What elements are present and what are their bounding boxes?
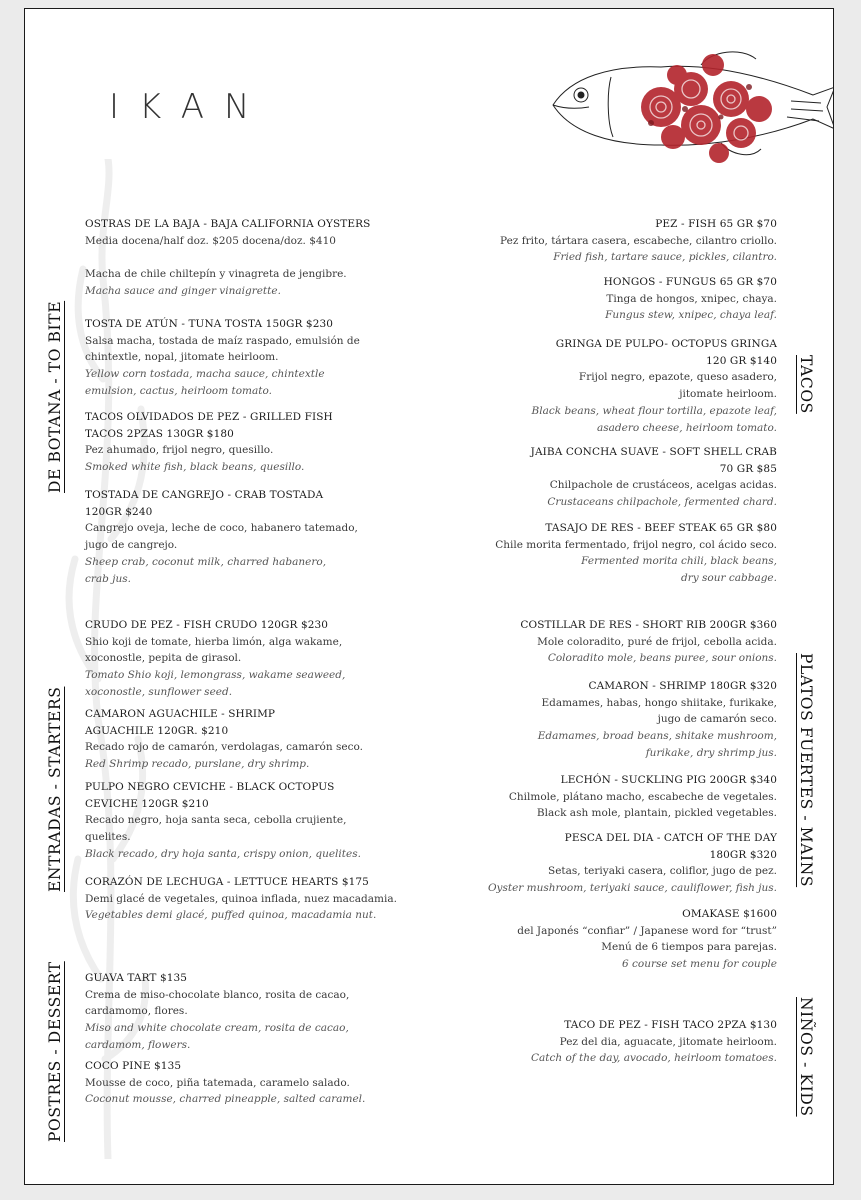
dish-description: Demi glacé de vegetales, quinoa inflada, nuez macadamia. <box>85 892 397 905</box>
dish-english-description: dry sour cabbage. <box>681 572 777 585</box>
dish-english-description: 6 course set menu for couple <box>622 958 777 971</box>
menu-item <box>85 779 361 863</box>
dish-english-description: xoconostle, sunflower seed. <box>85 685 233 698</box>
menu-item <box>85 487 358 587</box>
dish-title: LECHÓN - SUCKLING PIG 200GR $340 <box>560 774 777 786</box>
dish-title: COCO PINE $135 <box>85 1060 182 1072</box>
dish-description: xoconostle, pepita de girasol. <box>85 652 242 665</box>
dish-title: 120 GR $140 <box>706 354 777 367</box>
dish-title: GUAVA TART $135 <box>85 972 188 984</box>
dish-title: TACOS OLVIDADOS DE PEZ - GRILLED FISH <box>85 411 333 423</box>
dish-english-description: Tomato Shio koji, lemongrass, wakame seaweed, <box>85 669 346 682</box>
dish-description: Setas, teriyaki casera, coliflor, jugo de pez. <box>548 865 777 878</box>
dish-english-description: furikake, dry shrimp jus. <box>645 746 777 759</box>
dish-english-description: Yellow corn tostada, macha sauce, chintextle <box>85 368 325 381</box>
dish-title: JAIBA CONCHA SUAVE - SOFT SHELL CRAB <box>530 446 777 458</box>
dish-description: Chilpachole de crustáceos, acelgas acidas. <box>549 479 777 492</box>
dish-description: Macha de chile chiltepín y vinagreta de jengibre. <box>85 268 347 281</box>
menu-item <box>85 1058 365 1108</box>
dish-english-description: Black recado, dry hoja santa, crispy onion, quelites. <box>85 847 361 860</box>
menu-item <box>509 772 777 822</box>
menu-item <box>85 617 345 701</box>
dish-english-description: cardamom, flowers. <box>85 1038 191 1051</box>
dish-english-description: Oyster mushroom, teriyaki sauce, cauliflower, fish jus. <box>487 882 777 895</box>
menu-item <box>488 830 777 897</box>
dish-description: Chilmole, plátano macho, escabeche de vegetales. <box>508 790 777 803</box>
dish-description: Pez ahumado, frijol negro, quesillo. <box>85 444 274 457</box>
dish-description: Crema de miso-chocolate blanco, rosita de cacao, <box>85 988 350 1001</box>
menu-item <box>85 706 363 773</box>
section-title-platos: PLATOS FUERTES - MAINS <box>797 653 815 888</box>
section-title-ninos: NIÑOS - KIDS <box>797 997 815 1117</box>
dish-english-description: Coloradito mole, beans puree, sour onions. <box>547 652 777 665</box>
dish-english-description: Smoked white fish, black beans, quesillo. <box>85 461 305 474</box>
dish-description: Shio koji de tomate, hierba limón, alga wakame, <box>85 635 343 648</box>
dish-title: 70 GR $85 <box>719 462 777 475</box>
dish-description: Black ash mole, plantain, pickled vegetables. <box>536 807 777 820</box>
dish-description: chintextle, nopal, jitomate heirloom. <box>85 351 279 364</box>
dish-title: TACOS 2PZAS 130GR $180 <box>85 427 234 440</box>
dish-title: OSTRAS DE LA BAJA - BAJA CALIFORNIA OYSTERS <box>85 218 371 230</box>
dish-title: CRUDO DE PEZ - FISH CRUDO 120GR $230 <box>85 619 329 631</box>
section-title-tacos: TACOS <box>797 355 815 414</box>
section-title-botana: DE BOTANA - TO BITE <box>46 300 64 493</box>
menu-item <box>85 409 333 476</box>
menu-item <box>85 316 360 400</box>
menu-item <box>85 874 397 924</box>
dish-english-description: Crustaceans chilpachole, fermented chard. <box>547 496 777 509</box>
dish-description: Pez del dia, aguacate, jitomate heirloom. <box>559 1035 777 1048</box>
dish-title: TOSTADA DE CANGREJO - CRAB TOSTADA <box>85 489 324 501</box>
dish-title: CAMARON AGUACHILE - SHRIMP <box>85 708 276 720</box>
dish-english-description: Fungus stew, xnipec, chaya leaf. <box>605 309 777 322</box>
menu-item <box>538 678 777 762</box>
dish-description: Mole coloradito, puré de frijol, cebolla acida. <box>537 635 777 648</box>
dish-english-description: Sheep crab, coconut milk, charred habanero, <box>85 555 327 568</box>
dish-english-description: Catch of the day, avocado, heirloom tomatoes. <box>530 1052 777 1065</box>
dish-title: PESCA DEL DIA - CATCH OF THE DAY <box>564 832 777 844</box>
dish-title: CEVICHE 120GR $210 <box>85 797 209 810</box>
menu-item <box>531 444 777 511</box>
dish-title: TACO DE PEZ - FISH TACO 2PZA $130 <box>564 1019 777 1031</box>
dish-english-description: Edamames, broad beans, shitake mushroom, <box>537 730 777 743</box>
dish-description: del Japonés “confiar” / Japanese word for “trust” <box>517 924 777 937</box>
dish-title: TOSTA DE ATÚN - TUNA TOSTA 150GR $230 <box>85 318 334 330</box>
dish-english-description: Coconut mousse, charred pineapple, salted caramel. <box>85 1093 366 1106</box>
dish-description: Recado rojo de camarón, verdolagas, camarón seco. <box>85 741 363 754</box>
dish-description: Mousse de coco, piña tatemada, caramelo salado. <box>85 1076 350 1089</box>
dish-title: TASAJO DE RES - BEEF STEAK 65 GR $80 <box>545 522 777 534</box>
dish-description: Tinga de hongos, xnipec, chaya. <box>606 292 777 305</box>
dish-description: Menú de 6 tiempos para parejas. <box>601 941 777 954</box>
dish-title: OMAKASE $1600 <box>682 908 777 920</box>
dish-title: PEZ - FISH 65 GR $70 <box>655 218 777 230</box>
dish-description: cardamomo, flores. <box>85 1005 188 1018</box>
menu-item <box>604 274 777 324</box>
dish-title: CORAZÓN DE LECHUGA - LETTUCE HEARTS $175 <box>85 876 369 888</box>
dish-english-description: Fried fish, tartare sauce, pickles, cilantro. <box>553 251 777 264</box>
dish-description: Media docena/half doz. $205 docena/doz. $410 <box>85 234 336 247</box>
dish-description: Cangrejo oveja, leche de coco, habanero tatemado, <box>85 522 358 535</box>
dish-description: Frijol negro, epazote, queso asadero, <box>578 371 777 384</box>
dish-description: Chile morita fermentado, frijol negro, col ácido seco. <box>495 538 777 551</box>
dish-description: jugo de camarón seco. <box>657 713 777 726</box>
menu-item <box>495 520 777 587</box>
dish-english-description: crab jus. <box>85 572 131 585</box>
dish-english-description: emulsion, cactus, heirloom tomato. <box>85 384 272 397</box>
section-title-entradas: ENTRADAS - STARTERS <box>46 686 64 892</box>
dish-description: Salsa macha, tostada de maíz raspado, emulsión de <box>85 334 360 347</box>
menu-item <box>500 216 777 266</box>
dish-title: 120GR $240 <box>85 505 153 518</box>
menu-item <box>85 216 370 300</box>
menu-item <box>532 336 777 436</box>
dish-english-description: asadero cheese, heirloom tomato. <box>597 421 777 434</box>
dish-description: jugo de cangrejo. <box>85 539 178 552</box>
dish-english-description: Macha sauce and ginger vinaigrette. <box>85 284 281 297</box>
dish-description: Edamames, habas, hongo shiitake, furikake, <box>541 696 777 709</box>
dish-title: GRINGA DE PULPO- OCTOPUS GRINGA <box>555 338 777 350</box>
menu-item <box>531 1017 777 1067</box>
dish-description: jitomate heirloom. <box>679 388 777 401</box>
dish-english-description: Red Shrimp recado, purslane, dry shrimp. <box>85 758 310 771</box>
dish-description: quelites. <box>85 831 131 844</box>
dish-title: HONGOS - FUNGUS 65 GR $70 <box>603 276 777 288</box>
dish-english-description: Black beans, wheat flour tortilla, epazote leaf, <box>531 404 777 417</box>
menu-item <box>520 617 777 667</box>
dish-description: Recado negro, hoja santa seca, cebolla crujiente, <box>85 814 347 827</box>
fish-illustration <box>551 37 834 172</box>
menu-page <box>24 8 834 1185</box>
dish-english-description: Vegetables demi glacé, puffed quinoa, macadamia nut. <box>85 909 377 922</box>
dish-title: AGUACHILE 120GR. $210 <box>85 724 229 737</box>
menu-item <box>517 906 777 973</box>
dish-title: PULPO NEGRO CEVICHE - BLACK OCTOPUS <box>85 781 335 793</box>
dish-description: Pez frito, tártara casera, escabeche, cilantro criollo. <box>500 234 777 247</box>
brand-logo: IKAN <box>109 87 270 127</box>
dish-title: CAMARON - SHRIMP 180GR $320 <box>588 680 777 692</box>
menu-item <box>85 970 349 1054</box>
section-title-postres: POSTRES - DESSERT <box>46 961 64 1142</box>
dish-title: 180GR $320 <box>709 848 777 861</box>
dish-english-description: Fermented morita chili, black beans, <box>581 555 777 568</box>
spacer <box>85 249 370 266</box>
dish-english-description: Miso and white chocolate cream, rosita de cacao, <box>85 1022 349 1035</box>
dish-title: COSTILLAR DE RES - SHORT RIB 200GR $360 <box>520 619 777 631</box>
